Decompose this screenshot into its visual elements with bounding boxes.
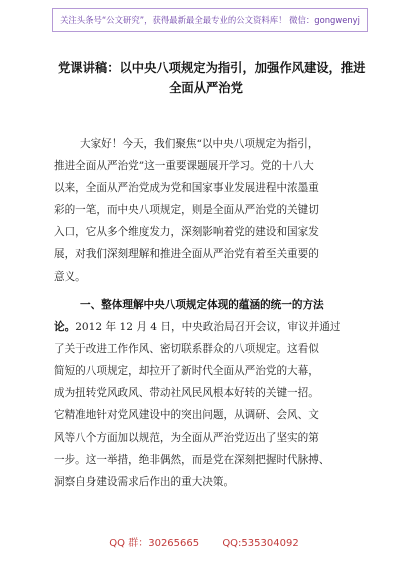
paragraph-line: 它精准地针对党风建设中的突出问题，从调研、会风、文 — [54, 409, 319, 422]
paragraph-line: 入口，它从多个维度发力，深刻影响着党的建设和国家发 — [54, 226, 319, 239]
paragraph-line: 一步。这一举措，绝非偶然，而是党在深刻把握时代脉搏、 — [54, 453, 330, 466]
footer-qq: QQ:535304092 — [222, 538, 299, 549]
paragraph-line: 成为扭转党风政风、带动社风民风根本好转的关键一招。 — [54, 387, 319, 400]
section-one — [54, 294, 358, 493]
footer-contact — [0, 534, 408, 549]
section-heading-end: 论。 — [54, 321, 76, 334]
paragraph-line: 洞察自身建设需求后作出的重大决策。 — [54, 475, 235, 488]
paragraph-line: 展，对我们深刻理解和推进全面从严治党有着至关重要的 — [54, 248, 319, 261]
section-heading: 一、整体理解中央八项规定体现的蕴涵的统一的方法 — [80, 299, 324, 311]
paragraph-line: 大家好！今天，我们聚焦“以中央八项规定为指引， — [80, 138, 319, 150]
document-title — [58, 58, 366, 98]
paragraph-intro — [54, 133, 358, 288]
paragraph-line: 简短的八项规定，却拉开了新时代全面从严治党的大幕， — [54, 365, 319, 378]
paragraph-line: 了关于改进工作作风、密切联系群众的八项规定。这看似 — [54, 343, 319, 356]
header-banner: 关注头条号“公文研究”，获得最新最全最专业的公文资料库！ 微信：gongwenyj — [52, 8, 368, 32]
footer-qq-group: QQ 群：30265665 — [109, 538, 200, 549]
paragraph-line: 以来，全面从严治党成为党和国家事业发展进程中浓墨重 — [54, 182, 319, 195]
paragraph-line: 风等八个方面加以规范，为全面从严治党迈出了坚实的第 — [54, 431, 319, 444]
paragraph-line-text: 2012 年 12 月 4 日，中央政治局召开会议，审议并通过 — [75, 321, 341, 334]
paragraph-line — [54, 316, 358, 338]
paragraph-line: 推进全面从严治党”这一重要课题展开学习。党的十八大 — [54, 160, 314, 173]
title-line-2: 全面从严治党 — [169, 80, 243, 95]
paragraph-line: 意义。 — [54, 270, 86, 283]
paragraph-line: 彩的一笔，而中央八项规定，则是全面从严治党的关键切 — [54, 204, 319, 217]
title-line-1: 党课讲稿：以中央八项规定为指引，加强作风建设，推进 — [58, 60, 366, 75]
